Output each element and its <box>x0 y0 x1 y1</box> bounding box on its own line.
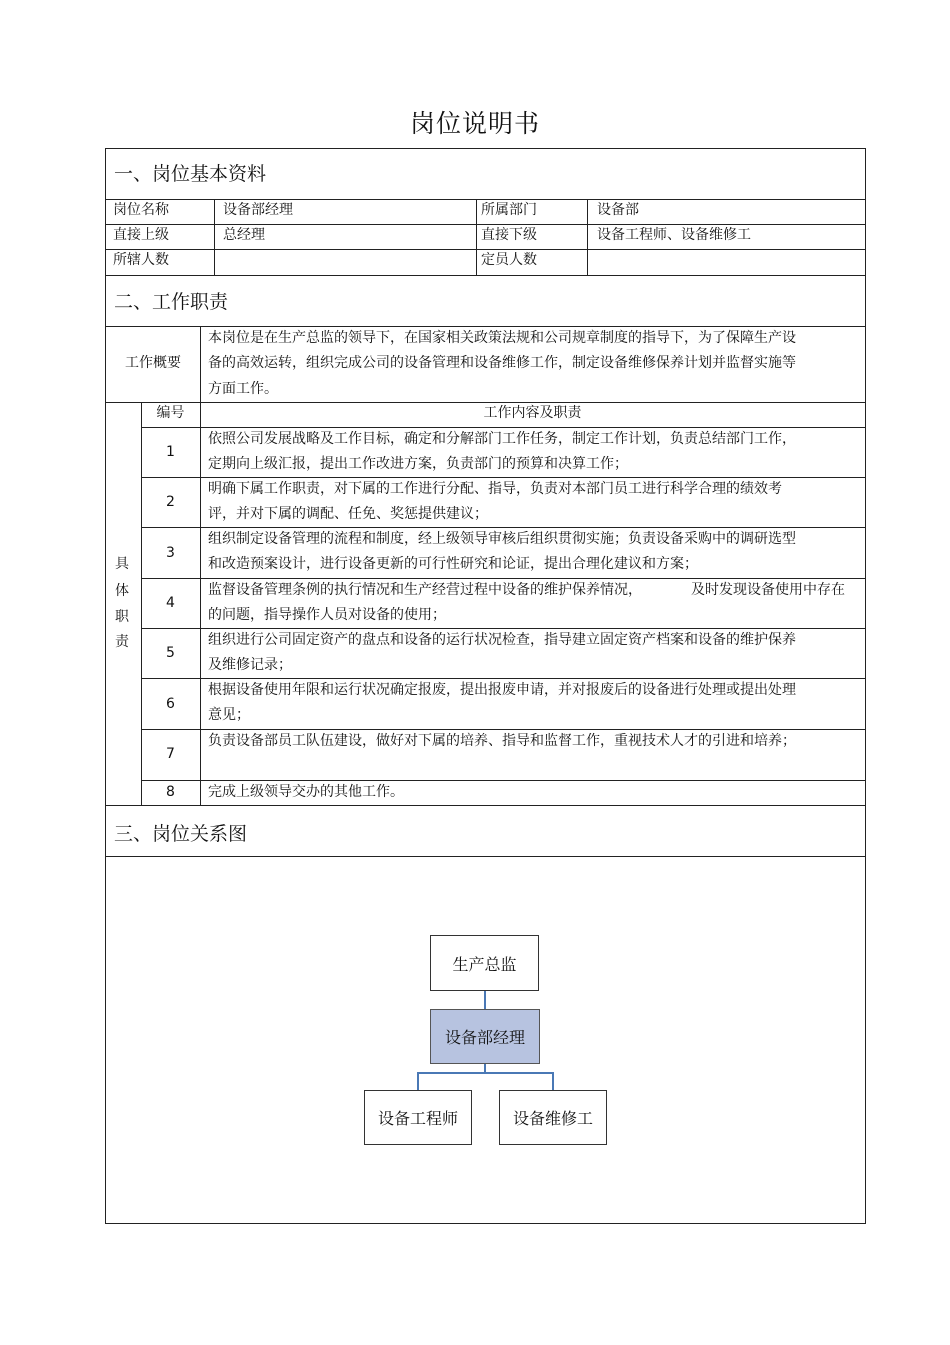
document-title: 岗位说明书 <box>409 109 540 138</box>
duty-number: 2 <box>166 494 175 510</box>
duty-text: 组织制定设备管理的流程和制度，经上级领导审核后组织贯彻实施；负责设备采购中的调研选型和改造预案设计，进行设备更新的可行性研究和论证，提出合理化建议和方案； <box>208 531 796 573</box>
org-node-equipment-engineer <box>364 1090 472 1145</box>
org-node-label: 设备部经理 <box>444 1028 525 1047</box>
info-value-department: 设备部 <box>597 202 639 218</box>
info-label-headcount: 所辖人数 <box>113 252 169 268</box>
duty-number: 4 <box>166 595 175 611</box>
section-3-heading: 三、岗位关系图 <box>114 823 248 845</box>
divider <box>476 199 477 275</box>
org-node-maintenance-worker <box>499 1090 607 1145</box>
section-1-heading: 一、岗位基本资料 <box>114 163 267 185</box>
duty-number: 6 <box>166 696 175 712</box>
overview-label: 工作概要 <box>125 355 181 371</box>
duty-number: 3 <box>166 545 175 561</box>
duty-number: 8 <box>166 784 175 800</box>
info-value-superior: 总经理 <box>223 227 265 243</box>
org-connector <box>417 1072 419 1090</box>
info-label-superior: 直接上级 <box>113 227 169 243</box>
org-node-label: 生产总监 <box>452 954 517 974</box>
info-label-position: 岗位名称 <box>113 202 169 218</box>
org-node-equipment-manager <box>430 1009 540 1064</box>
divider <box>106 856 865 857</box>
org-connector <box>484 991 486 1009</box>
info-label-staffing: 定员人数 <box>481 252 537 268</box>
column-header-content: 工作内容及职责 <box>483 405 582 421</box>
vertical-char: 职 <box>115 609 129 625</box>
duty-text: 负责设备部员工队伍建设，做好对下属的培养、指导和监督工作，重视技术人才的引进和培养； <box>208 733 796 749</box>
column-header-number: 编号 <box>156 405 185 421</box>
overview-text: 本岗位是在生产总监的领导下，在国家相关政策法规和公司规章制度的指导下，为了保障生产设备的高效运转，组织完成公司的设备管理和设备维修工作，制定设备维修保养计划并监督实施等方面工作。 <box>208 330 796 397</box>
org-connector <box>417 1072 554 1074</box>
vertical-char: 具 <box>115 556 129 572</box>
duty-text: 明确下属工作职责，对下属的工作进行分配、指导，负责对本部门员工进行科学合理的绩效考评，并对下属的调配、任免、奖惩提供建议； <box>208 481 782 523</box>
divider <box>106 805 865 806</box>
org-node-label: 设备工程师 <box>377 1109 458 1128</box>
org-connector <box>552 1072 554 1090</box>
duty-number: 1 <box>166 444 175 460</box>
job-description-table <box>105 148 866 1224</box>
section-2-heading: 二、工作职责 <box>114 291 229 313</box>
vertical-char: 体 <box>115 583 129 599</box>
divider <box>214 199 215 275</box>
duty-number: 5 <box>166 645 175 661</box>
info-label-department: 所属部门 <box>481 202 537 218</box>
divider <box>106 275 865 276</box>
duty-text: 完成上级领导交办的其他工作。 <box>208 784 404 800</box>
divider <box>587 199 588 275</box>
duty-text: 依照公司发展战略及工作目标，确定和分解部门工作任务，制定工作计划，负责总结部门工作，定期向上级汇报，提出工作改进方案，负责部门的预算和决算工作； <box>208 431 796 473</box>
vertical-char: 责 <box>115 634 129 650</box>
duty-text: 根据设备使用年限和运行状况确定报废，提出报废申请，并对报废后的设备进行处理或提出处理意见； <box>208 682 796 724</box>
duty-text: 监督设备管理条例的执行情况和生产经营过程中设备的维护保养情况， 及时发现设备使用中存在的问题，指导操作人员对设备的使用； <box>208 582 845 624</box>
divider <box>200 326 201 402</box>
divider <box>200 402 201 805</box>
info-label-subordinate: 直接下级 <box>481 227 537 243</box>
duty-number: 7 <box>166 746 175 762</box>
org-node-label: 设备维修工 <box>512 1109 593 1128</box>
org-node-production-director <box>430 935 539 991</box>
duty-text: 组织进行公司固定资产的盘点和设备的运行状况检查，指导建立固定资产档案和设备的维护保养及维修记录； <box>208 632 796 674</box>
info-value-subordinate: 设备工程师、设备维修工 <box>597 227 751 243</box>
info-value-position: 设备部经理 <box>223 202 293 218</box>
